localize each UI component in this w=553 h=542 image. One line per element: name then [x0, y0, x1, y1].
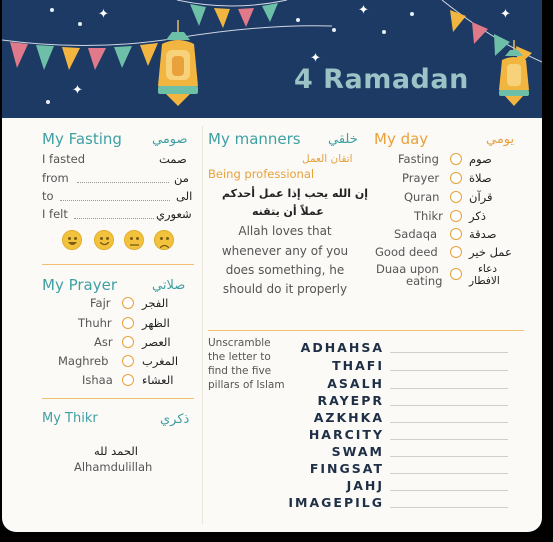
prayer-label-fajr: Fajr: [90, 296, 111, 310]
thikr-text: Alhamdulillah: [74, 460, 153, 474]
hadith-ar-line-2: عملاً أن يتقنه: [252, 205, 324, 218]
day-label-good-deed: Good deed: [375, 245, 438, 259]
ramadan-banner: [2, 0, 542, 118]
thikr-title: My Thikr: [42, 411, 98, 426]
dot-decoration: [382, 30, 386, 34]
day-label-prayer: Prayer: [402, 171, 440, 185]
star-icon: ✦: [358, 3, 369, 18]
day-label-sadaqa: Sadaqa: [394, 227, 438, 241]
prayer-checkbox-asr[interactable]: [122, 336, 134, 348]
day-checkbox-prayer[interactable]: [450, 172, 462, 184]
scrambled-word: RAYEPR: [317, 393, 384, 408]
day-checkbox-thikr[interactable]: [450, 210, 462, 222]
manners-title: My manners: [208, 130, 301, 148]
unscramble-instruction: the letter to: [208, 351, 271, 363]
answer-line[interactable]: [390, 456, 508, 457]
prayer-label-maghreb: Maghreb: [58, 354, 109, 368]
star-icon: ✦: [310, 51, 321, 66]
felt-label: I felt: [42, 207, 68, 221]
day-checkbox-duaa[interactable]: [450, 268, 462, 280]
section-divider: [208, 330, 524, 331]
manners-title-ar: خلقي: [328, 132, 358, 147]
manners-subtitle-ar: اتقان العمل: [302, 153, 353, 165]
fasting-title-ar: صومي: [152, 132, 188, 147]
dot-decoration: [332, 28, 336, 32]
fasted-label: I fasted: [42, 152, 86, 166]
unscramble-instruction: find the five: [208, 365, 272, 377]
day-label-thikr: Thikr: [414, 209, 443, 223]
prayer-label-fajr-ar: الفجر: [142, 296, 169, 310]
day-label-good-deed-ar: عمل خير: [469, 245, 512, 259]
scrambled-word: ADHAHSA: [300, 340, 384, 355]
unscramble-instruction: pillars of Islam: [208, 379, 285, 391]
fasted-label-ar: صمت: [159, 152, 187, 166]
from-label: from: [42, 171, 69, 185]
sad-face-icon[interactable]: [154, 230, 174, 250]
dot-decoration: [78, 22, 82, 26]
answer-line[interactable]: [390, 473, 508, 474]
hadith-en-line: Allah loves that: [238, 224, 332, 238]
unscramble-instruction: Unscramble: [208, 337, 271, 349]
happy-face-icon[interactable]: [94, 230, 114, 250]
star-icon: ✦: [72, 83, 83, 98]
answer-line[interactable]: [390, 507, 508, 508]
day-label-duaa-ar: دعاء: [478, 263, 498, 275]
day-label-duaa: Duaa upon: [376, 262, 439, 276]
day-label-thikr-ar: ذكر: [469, 209, 486, 223]
scrambled-word: THAFI: [332, 358, 384, 373]
day-label-prayer-ar: صلاة: [469, 171, 492, 185]
journal-page: [2, 0, 542, 532]
answer-line[interactable]: [390, 439, 508, 440]
scrambled-word: ASALH: [327, 376, 384, 391]
answer-line[interactable]: [390, 352, 508, 353]
prayer-label-asr: Asr: [94, 335, 113, 349]
day-checkbox-sadaqa[interactable]: [450, 228, 462, 240]
day-checkbox-fasting[interactable]: [450, 153, 462, 165]
answer-line[interactable]: [390, 388, 508, 389]
fasting-title: My Fasting: [42, 130, 122, 148]
prayer-label-maghreb-ar: المغرب: [142, 354, 179, 368]
answer-line[interactable]: [390, 370, 508, 371]
dot-decoration: [410, 12, 414, 16]
from-field[interactable]: [77, 182, 169, 183]
dot-decoration: [50, 8, 54, 12]
day-label-quran-ar: قرآن: [469, 190, 493, 204]
scrambled-word: AZKHKA: [313, 410, 384, 425]
prayer-label-ishaa: Ishaa: [82, 373, 113, 387]
day-title: 4 Ramadan: [294, 64, 469, 95]
hadith-ar-line-1: إن الله يحب إذا عمل أحدكم: [222, 187, 369, 200]
day-title-ar: يومي: [486, 132, 515, 147]
bunting-decoration: [2, 0, 542, 118]
prayer-checkbox-maghreb[interactable]: [122, 355, 134, 367]
felt-label-ar: شعوري: [156, 207, 192, 221]
section-divider: [42, 264, 194, 265]
prayer-title-ar: صلاتي: [152, 278, 186, 293]
very-happy-face-icon[interactable]: [62, 230, 82, 250]
prayer-label-asr-ar: العصر: [142, 335, 171, 349]
column-divider: [202, 126, 203, 524]
manners-subtitle: Being professional: [208, 167, 315, 181]
hadith-en-line: does something, he: [225, 263, 345, 277]
answer-line[interactable]: [390, 422, 508, 423]
prayer-label-thuhr-ar: الظهر: [142, 316, 170, 330]
day-label-duaa-ar-line2: الافطار: [469, 275, 500, 287]
day-checkbox-quran[interactable]: [450, 191, 462, 203]
felt-field[interactable]: [74, 218, 154, 219]
scrambled-word: HARCITY: [308, 427, 384, 442]
star-icon: ✦: [98, 7, 109, 22]
star-icon: ✦: [500, 7, 511, 22]
scrambled-word: JAHJ: [346, 478, 384, 493]
day-checkbox-good-deed[interactable]: [450, 246, 462, 258]
answer-line[interactable]: [390, 490, 508, 491]
dot-decoration: [46, 100, 50, 104]
to-field[interactable]: [60, 200, 170, 201]
section-divider: [42, 398, 194, 399]
day-label-fasting: Fasting: [398, 152, 439, 166]
prayer-title: My Prayer: [42, 276, 117, 294]
day-label-sadaqa-ar: صدقة: [469, 227, 497, 241]
thikr-title-ar: ذكري: [160, 412, 190, 427]
neutral-face-icon[interactable]: [124, 230, 144, 250]
day-title-en: My day: [374, 130, 429, 148]
to-label: to: [42, 189, 54, 203]
prayer-label-thuhr: Thuhr: [78, 316, 112, 330]
day-label-fasting-ar: صوم: [469, 152, 492, 166]
scrambled-word: FINGSAT: [309, 461, 384, 476]
day-label-quran: Quran: [404, 190, 440, 204]
dot-decoration: [296, 18, 300, 22]
from-label-ar: من: [174, 171, 189, 185]
scrambled-word: SWAM: [331, 444, 384, 459]
hadith-en-line: whenever any of you: [221, 244, 349, 258]
prayer-checkbox-thuhr[interactable]: [122, 317, 134, 329]
prayer-checkbox-ishaa[interactable]: [122, 374, 134, 386]
day-label-duaa-line2: eating: [406, 274, 443, 288]
to-label-ar: الى: [176, 189, 193, 203]
prayer-checkbox-fajr[interactable]: [122, 297, 134, 309]
thikr-text-ar: الحمد لله: [94, 444, 138, 458]
hadith-en-line: should do it properly: [222, 282, 348, 296]
scrambled-word: IMAGEPILG: [288, 495, 384, 510]
answer-line[interactable]: [390, 405, 508, 406]
prayer-label-ishaa-ar: العشاء: [142, 373, 174, 387]
